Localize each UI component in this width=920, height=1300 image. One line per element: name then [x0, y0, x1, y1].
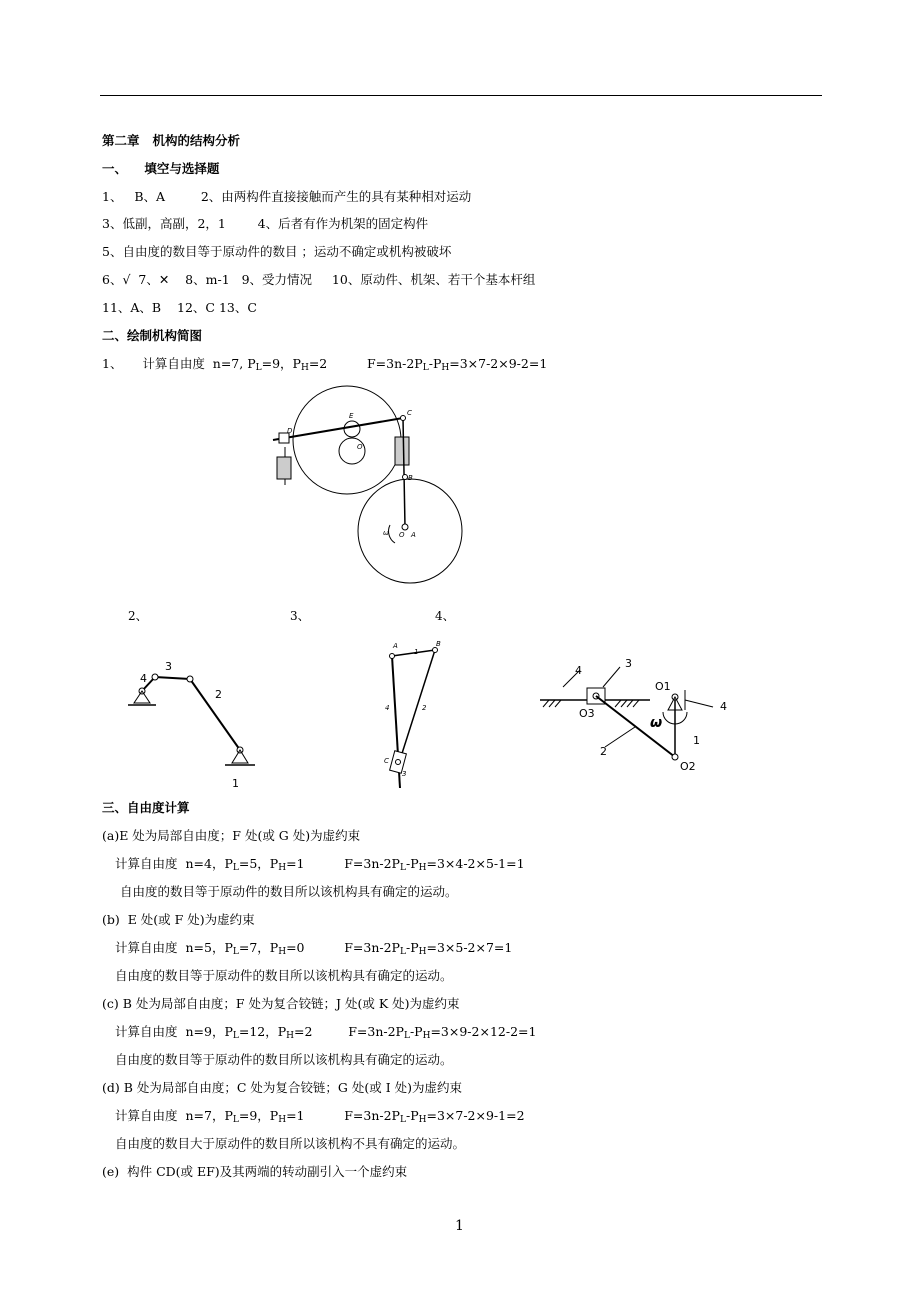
fig4-label: 3	[625, 657, 632, 670]
figure-label: 4、	[435, 609, 455, 623]
fig2-number: 3	[165, 660, 172, 673]
figure-label: 3、	[290, 609, 310, 623]
fig2-number: 1	[232, 777, 239, 790]
linkage-figure-3	[370, 638, 460, 793]
section3-heading: 三、自由度计算	[102, 800, 190, 815]
fig4-label: O2	[680, 760, 696, 773]
fig1-letter: ω	[383, 529, 389, 537]
dof-formula: 计算自由度 n=4，$P_L=5$，$P_H=1$ $F=3n-2P_L-P_H=3\times 4-2\times 5-1=1$	[115, 856, 525, 873]
header-rule	[100, 95, 822, 96]
answer-line: 5、自由度的数目等于原动件的数目 ；运动不确定或机构被破坏	[102, 244, 452, 259]
conclusion: 自由度的数目等于原动件的数目所以该机构具有确定的运动。	[115, 968, 453, 983]
dof-formula: 计算自由度 n=7，$P_L=9$，$P_H=1$ $F=3n-2P_L-P_H=3\times 7-2\times 9-1=2$	[115, 1108, 525, 1125]
fig3-letter: B	[436, 640, 441, 648]
fig1-letter: C	[407, 409, 412, 417]
fig1-letter: O	[399, 531, 405, 539]
item-title: (b) E 处(或 F 处)为虚约束	[102, 912, 255, 927]
fig4-label: O1	[655, 680, 671, 693]
figure-label: 2、	[128, 609, 148, 623]
fig2-number: 4	[140, 672, 147, 685]
answer-line: 6、√ 7、✕ 8、m-1 9、受力情况 10、原动件、机架、若干个基本杆组	[102, 272, 536, 287]
fig4-label: 1	[693, 734, 700, 747]
conclusion: 自由度的数目等于原动件的数目所以该机构具有确定的运动。	[120, 884, 458, 899]
fig4-label: 2	[600, 745, 607, 758]
page-number: 1	[455, 1218, 464, 1234]
fig3-letter: 3	[402, 770, 407, 778]
fig1-letter: E	[349, 412, 354, 420]
fig1-letter: D	[287, 427, 293, 435]
item-title: (d) B 处为局部自由度；C 处为复合铰链；G 处(或 I 处)为虚约束	[102, 1080, 463, 1095]
linkage-figure-2	[120, 655, 265, 790]
fig4-label: O3	[579, 707, 595, 720]
fig2-number: 2	[215, 688, 222, 701]
item-title: (c) B 处为局部自由度；F 处为复合铰链；J 处(或 K 处)为虚约束	[102, 996, 460, 1011]
dof-formula: 计算自由度 n=5，$P_L=7$，$P_H=0$ $F=3n-2P_L-P_H=3\times 5-2\times 7=1$	[115, 940, 513, 957]
item-title: (e) 构件 CD(或 EF)及其两端的转动副引入一个虚约束	[102, 1164, 408, 1179]
section1-heading: 一、 填空与选择题	[102, 161, 220, 176]
fig3-letter: A	[393, 642, 398, 650]
dof-formula: 计算自由度 n=9，$P_L=12$，$P_H=2$ $F=3n-2P_L-P_H=3\times 9-2\times 12-2=1$	[115, 1024, 537, 1041]
fig1-letter: B	[408, 474, 413, 482]
fig4-label: 4	[720, 700, 727, 713]
fig4-label: 4	[575, 664, 582, 677]
answer-line: 1、 B、A 2、由两构件直接接触而产生的具有某种相对运动	[102, 189, 472, 204]
item-title: (a)E 处为局部自由度；F 处(或 G 处)为虚约束	[102, 828, 361, 843]
conclusion: 自由度的数目大于原动件的数目所以该机构不具有确定的运动。	[115, 1136, 466, 1151]
answer-line: 11、A、B 12、C 13、C	[102, 300, 257, 315]
fig3-letter: 1	[414, 648, 419, 656]
chapter-title: 第二章 机构的结构分析	[102, 133, 241, 148]
fig1-letter: O'	[357, 443, 365, 451]
conclusion: 自由度的数目等于原动件的数目所以该机构具有确定的运动。	[115, 1052, 453, 1067]
fig4-label: ω	[650, 715, 663, 731]
answer-line: 3、低副，高副，2，1 4、后者有作为机架的固定构件	[102, 216, 429, 231]
linkage-figure-4	[535, 652, 735, 777]
fig1-letter: A	[411, 531, 416, 539]
fig3-letter: 2	[422, 704, 427, 712]
fig3-letter: 4	[385, 704, 390, 712]
section2-heading: 二、绘制机构简图	[102, 328, 203, 343]
section2-item1: 1、 计算自由度 n=7, $P_L=9$，$P_H=2$ $F=3n-2P_L-P_H=3\times 7-2\times 9-2=1$	[102, 356, 548, 373]
gear-mechanism-figure	[265, 385, 475, 590]
fig3-letter: C	[384, 757, 389, 765]
